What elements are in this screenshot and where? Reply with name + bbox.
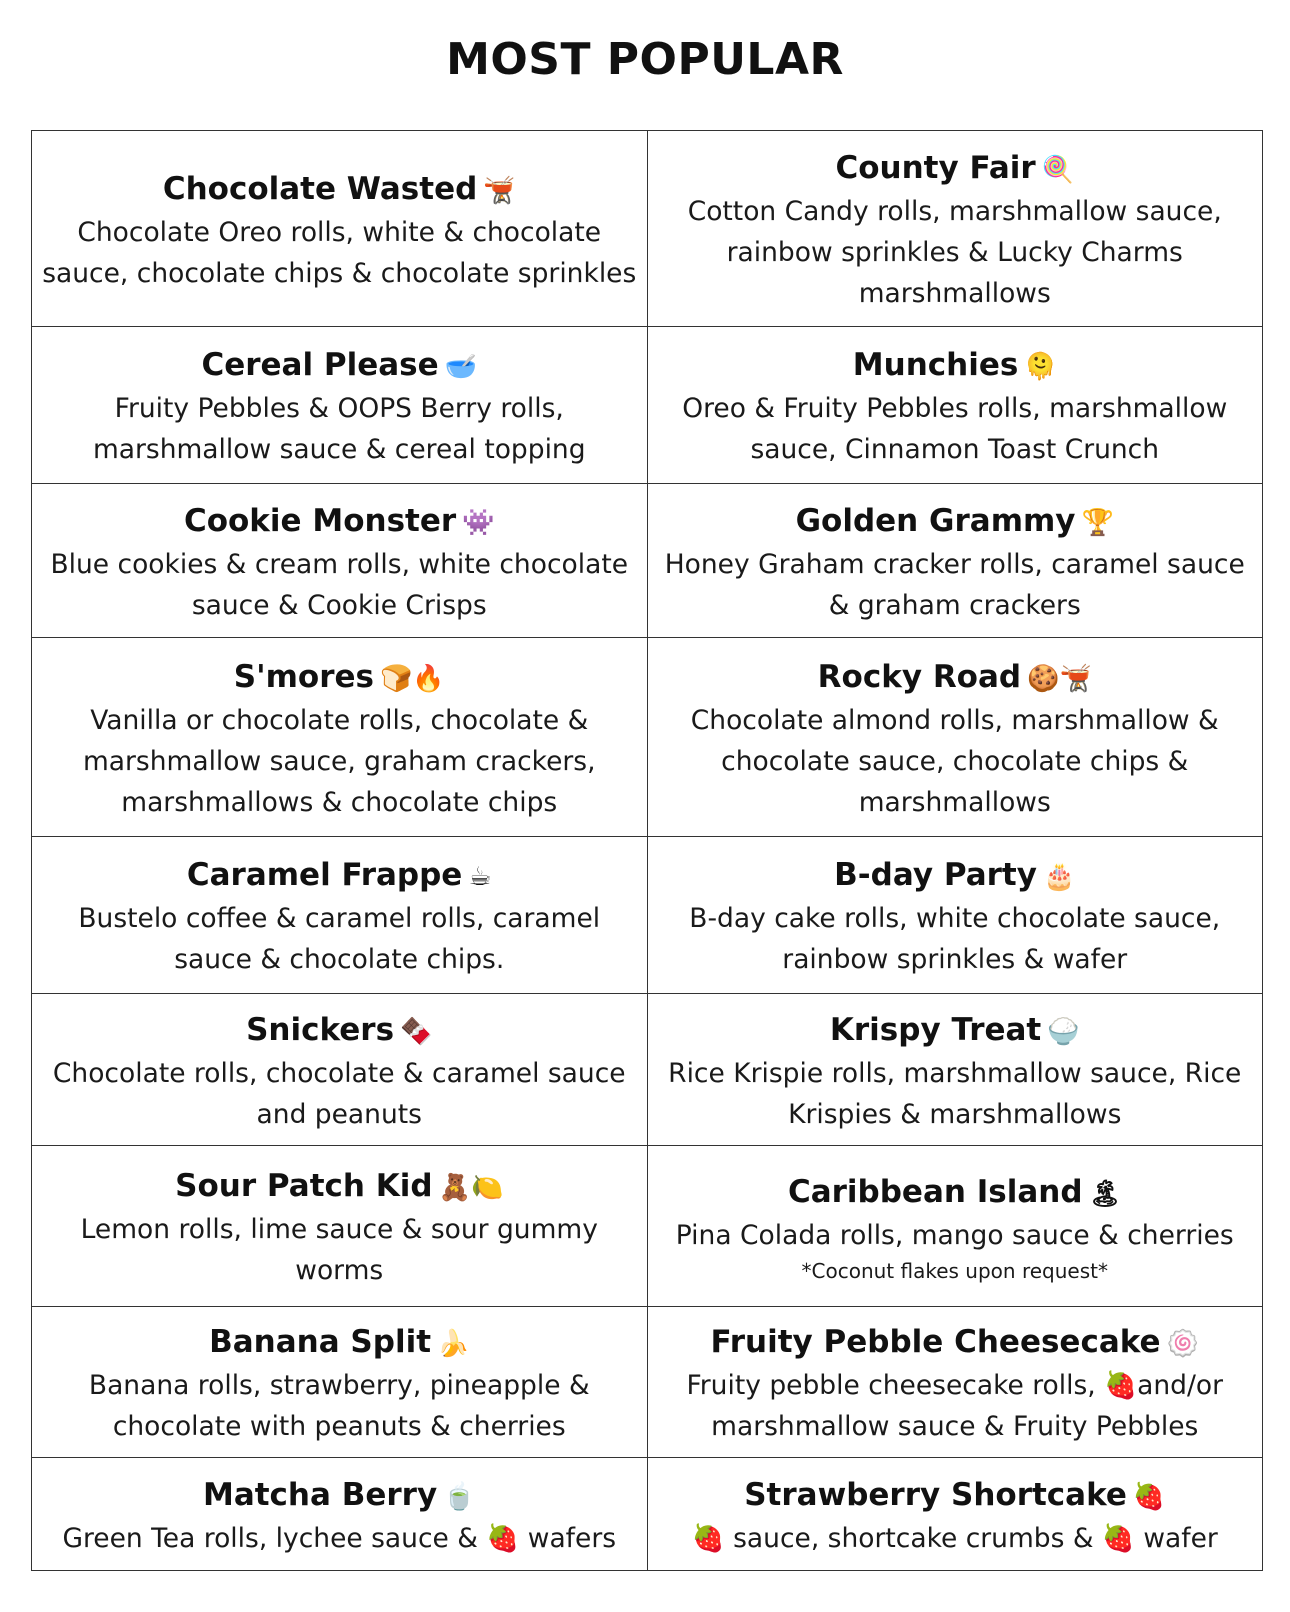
item-description: Vanilla or chocolate rolls, chocolate & marshmallow sauce, graham crackers, marshmallows & chocolate chips xyxy=(82,704,596,818)
strawberry-icon: 🍓 xyxy=(1132,1481,1166,1512)
item-name: Fruity Pebble Cheesecake 🍥 xyxy=(710,1324,1199,1360)
item-name: Banana Split 🍌 xyxy=(209,1324,470,1360)
cookie-fondue-icon: 🍪🫕 xyxy=(1027,663,1092,694)
item-description: Pina Colada rolls, mango sauce & cherries xyxy=(675,1219,1234,1251)
item-name: Sour Patch Kid 🧸🍋 xyxy=(175,1168,504,1204)
item-name: Krispy Treat 🍚 xyxy=(829,1011,1080,1048)
bowl-icon: 🥣 xyxy=(444,352,478,382)
item-description: Chocolate almond rolls, marshmallow & chocolate sauce, chocolate chips & marshmallows xyxy=(690,704,1219,818)
fish-cake-icon: 🍥 xyxy=(1166,1329,1199,1359)
menu-item xyxy=(647,638,1263,837)
item-description: Blue cookies & cream rolls, white chocolate sauce & Cookie Crisps xyxy=(50,548,629,621)
menu-item xyxy=(32,837,648,994)
menu-item xyxy=(32,638,648,837)
item-description: Honey Graham cracker rolls, caramel sauce & graham crackers xyxy=(664,548,1245,621)
menu-row xyxy=(32,1307,1263,1458)
item-name: County Fair 🍭 xyxy=(835,150,1075,186)
item-name: S'mores 🍞🔥 xyxy=(233,658,445,695)
item-name: Rocky Road 🍪🫕 xyxy=(817,658,1092,695)
menu-item xyxy=(32,131,648,327)
item-description: B-day cake rolls, white chocolate sauce, rainbow sprinkles & wafer xyxy=(689,903,1221,975)
item-name: Chocolate Wasted 🫕 xyxy=(162,170,516,207)
coffee-icon: ☕ xyxy=(468,862,492,892)
menu-row xyxy=(32,1146,1263,1307)
menu-item xyxy=(32,484,648,638)
item-name: B-day Party 🎂 xyxy=(834,857,1076,893)
menu-item xyxy=(32,1458,648,1571)
item-name: Munchies 🫠 xyxy=(852,347,1057,383)
page-title: MOST POPULAR xyxy=(446,34,844,85)
menu-item xyxy=(647,131,1263,327)
menu-row xyxy=(32,1458,1263,1571)
menu-row xyxy=(32,994,1263,1146)
menu-item xyxy=(647,994,1263,1146)
chocolate-bar-icon: 🍫 xyxy=(400,1016,433,1047)
menu-row xyxy=(32,484,1263,638)
item-description: Oreo & Fruity Pebbles rolls, marshmallow sauce, Cinnamon Toast Crunch xyxy=(682,393,1228,465)
item-description: Chocolate rolls, chocolate & caramel sauce and peanuts xyxy=(52,1057,626,1130)
menu-row xyxy=(32,837,1263,994)
banana-icon: 🍌 xyxy=(437,1329,470,1359)
menu-item xyxy=(647,1146,1263,1307)
item-description: Green Tea rolls, lychee sauce & 🍓 wafers xyxy=(62,1522,617,1554)
item-name: Golden Grammy 🏆 xyxy=(795,502,1114,539)
item-description: 🍓 sauce, shortcake crumbs & 🍓 wafer xyxy=(691,1522,1218,1554)
cotton-candy-icon: 🍭 xyxy=(1041,155,1075,185)
item-name: Snickers 🍫 xyxy=(246,1011,433,1048)
item-description: Banana rolls, strawberry, pineapple & chocolate with peanuts & cherries xyxy=(88,1370,590,1442)
gummy-lemon-icon: 🧸🍋 xyxy=(438,1173,504,1203)
item-name: Strawberry Shortcake 🍓 xyxy=(744,1476,1166,1513)
menu-row xyxy=(32,131,1263,327)
item-name: Cereal Please 🥣 xyxy=(201,347,478,383)
item-description: Bustelo coffee & caramel rolls, caramel sauce & chocolate chips. xyxy=(78,903,601,975)
item-note: *Coconut flakes upon request* xyxy=(801,1258,1108,1283)
menu-item xyxy=(32,327,648,484)
menu-item xyxy=(647,1458,1263,1571)
item-description: Rice Krispie rolls, marshmallow sauce, Rice Krispies & marshmallows xyxy=(668,1057,1242,1130)
fondue-icon: 🫕 xyxy=(483,175,516,206)
menu-item xyxy=(32,1307,648,1458)
item-name: Cookie Monster 👾 xyxy=(183,502,495,539)
item-description: Chocolate Oreo rolls, white & chocolate sauce, chocolate chips & chocolate sprinkles xyxy=(42,216,637,289)
item-description: Fruity Pebbles & OOPS Berry rolls, marshmallow sauce & cereal topping xyxy=(92,393,586,465)
rice-bowl-icon: 🍚 xyxy=(1047,1016,1080,1047)
sandwich-fire-icon: 🍞🔥 xyxy=(379,663,445,694)
menu-row xyxy=(32,638,1263,837)
menu-item xyxy=(32,994,648,1146)
menu-item xyxy=(647,484,1263,638)
item-name: Caramel Frappe ☕ xyxy=(186,857,492,893)
face-icon: 🫠 xyxy=(1024,352,1057,382)
item-name: Caribbean Island 🏝 xyxy=(787,1173,1122,1210)
menu-item xyxy=(647,327,1263,484)
menu-item xyxy=(647,837,1263,994)
tea-icon: 🍵 xyxy=(443,1481,476,1512)
menu-item xyxy=(32,1146,648,1307)
menu-table xyxy=(31,130,1263,1571)
item-description: Cotton Candy rolls, marshmallow sauce, rainbow sprinkles & Lucky Charms marshmallows xyxy=(687,196,1222,309)
monster-icon: 👾 xyxy=(462,507,495,538)
item-description: Lemon rolls, lime sauce & sour gummy worms xyxy=(80,1214,598,1286)
item-description: Fruity pebble cheesecake rolls, 🍓and/or marshmallow sauce & Fruity Pebbles xyxy=(686,1370,1224,1442)
trophy-icon: 🏆 xyxy=(1081,507,1114,538)
menu-item xyxy=(647,1307,1263,1458)
item-name: Matcha Berry 🍵 xyxy=(202,1476,476,1513)
menu-row xyxy=(32,327,1263,484)
birthday-cake-icon: 🎂 xyxy=(1042,862,1076,892)
island-icon: 🏝 xyxy=(1088,1178,1122,1209)
